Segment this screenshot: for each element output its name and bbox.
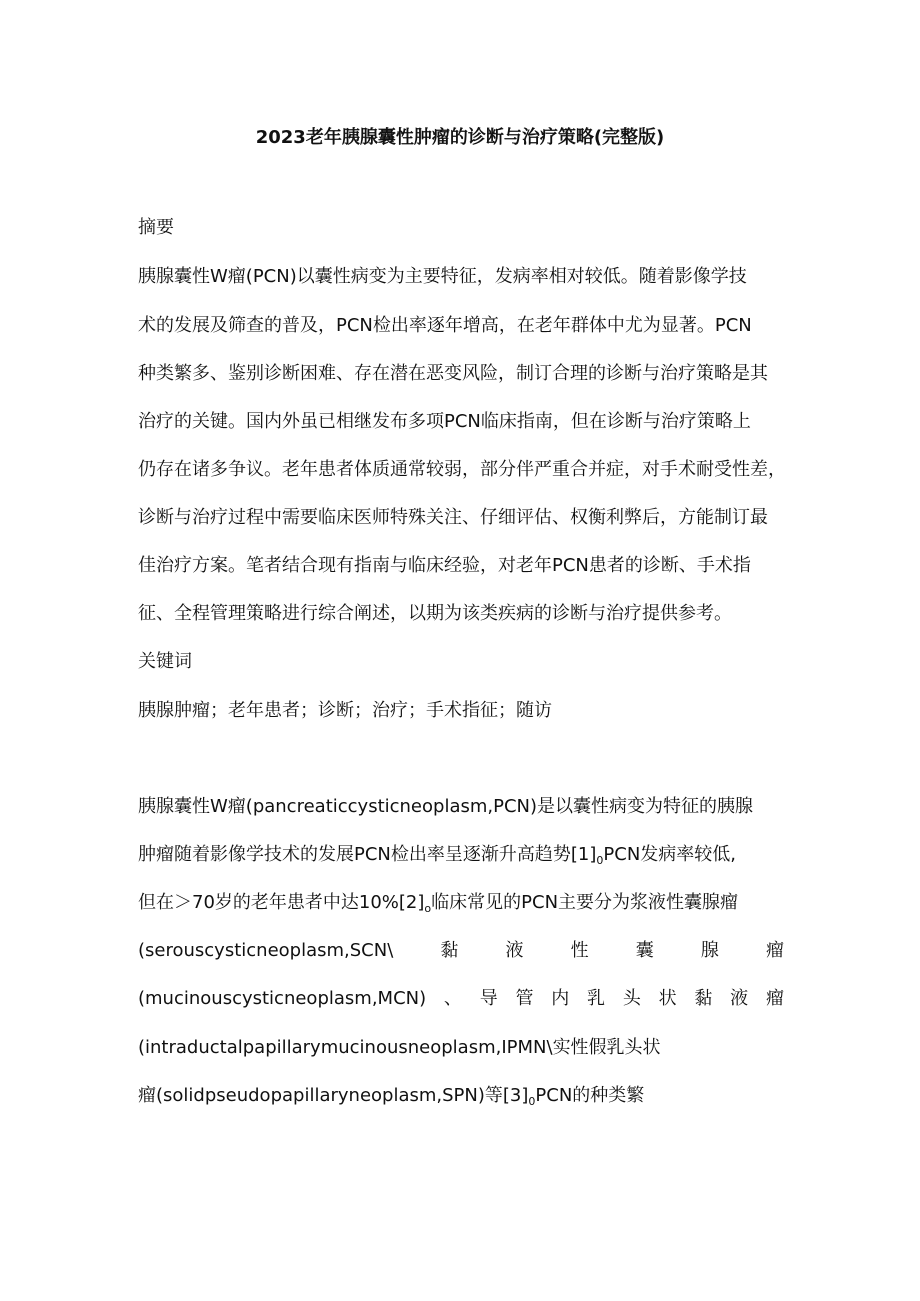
body-token: 黏 [694, 988, 713, 1009]
body-token: 液 [730, 988, 749, 1009]
abstract-line: 种类繁多、鉴别诊断困难、存在潜在恶变风险，制订合理的诊断与治疗策略是其 [138, 363, 768, 384]
body-token: 头 [622, 988, 641, 1009]
body-token: 瘤 [765, 940, 784, 961]
body-line [138, 841, 784, 875]
subscript-mark: 0 [528, 1095, 536, 1108]
body-text: PCN的种类繁 [535, 1085, 645, 1106]
body-token: 导 [479, 988, 498, 1009]
body-line-justified [138, 937, 784, 965]
body-line [138, 1082, 784, 1116]
abstract-line: 胰腺囊性W瘤(PCN)以囊性病变为主要特征，发病率相对较低。随着影像学技 [138, 266, 747, 287]
abstract-heading: 摘要 [138, 217, 174, 238]
abstract-line: 征、全程管理策略进行综合阐述，以期为该类疾病的诊断与治疗提供参考。 [138, 603, 732, 624]
abstract-line: 治疗的关键。国内外虽已相继发布多项PCN临床指南，但在诊断与治疗策略上 [138, 411, 751, 432]
body-text: 瘤(solidpseudopapillaryneoplasm,SPN)等[3] [138, 1085, 529, 1106]
body-text: 但在＞70岁的老年患者中达10%[2] [138, 892, 425, 913]
keywords-heading: 关键词 [138, 651, 192, 672]
body-token: 黏 [440, 940, 459, 961]
body-text: 肿瘤随着影像学技术的发展PCN检出率呈逐渐升高趋势[1] [138, 844, 597, 865]
abstract-line: 诊断与治疗过程中需要临床医师特殊关注、仔细评估、权衡利弊后，方能制订最 [138, 507, 768, 528]
body-line: (intraductalpapillarymucinousneoplasm,IPMN\实性假乳头状 [138, 1037, 661, 1058]
body-token: (mucinouscysticneoplasm,MCN) [138, 988, 427, 1009]
body-token: 、 [443, 988, 462, 1009]
body-token: 瘤 [765, 988, 784, 1009]
body-token: 性 [570, 940, 589, 961]
abstract-line: 术的发展及筛查的普及，PCN检出率逐年增高，在老年群体中尤为显著。PCN [138, 315, 752, 336]
subscript-mark: 0 [596, 854, 604, 867]
body-line-justified [138, 985, 784, 1013]
body-token: 液 [505, 940, 524, 961]
abstract-line: 佳治疗方案。笔者结合现有指南与临床经验，对老年PCN患者的诊断、手术指 [138, 555, 751, 576]
body-line: 胰腺囊性W瘤(pancreaticcysticneoplasm,PCN)是以囊性病变为特征的胰腺 [138, 796, 754, 817]
body-line [138, 889, 784, 923]
body-token: 内 [551, 988, 570, 1009]
body-token: 囊 [635, 940, 654, 961]
body-token: 腺 [700, 940, 719, 961]
body-text: PCN发病率较低, [603, 844, 736, 865]
body-token: 乳 [587, 988, 606, 1009]
subscript-mark: o [424, 902, 432, 915]
body-token: 管 [515, 988, 534, 1009]
body-token: (serouscysticneoplasm,SCN\ [138, 940, 394, 961]
keywords-text: 胰腺肿瘤；老年患者；诊断；治疗；手术指征；随访 [138, 700, 552, 721]
body-text: 临床常见的PCN主要分为浆液性囊腺瘤 [431, 892, 739, 913]
abstract-line: 仍存在诸多争议。老年患者体质通常较弱，部分伴严重合并症，对手术耐受性差， [138, 459, 786, 480]
body-token: 状 [658, 988, 677, 1009]
document-title: 2023老年胰腺囊性肿瘤的诊断与治疗策略(完整版) [255, 127, 665, 148]
